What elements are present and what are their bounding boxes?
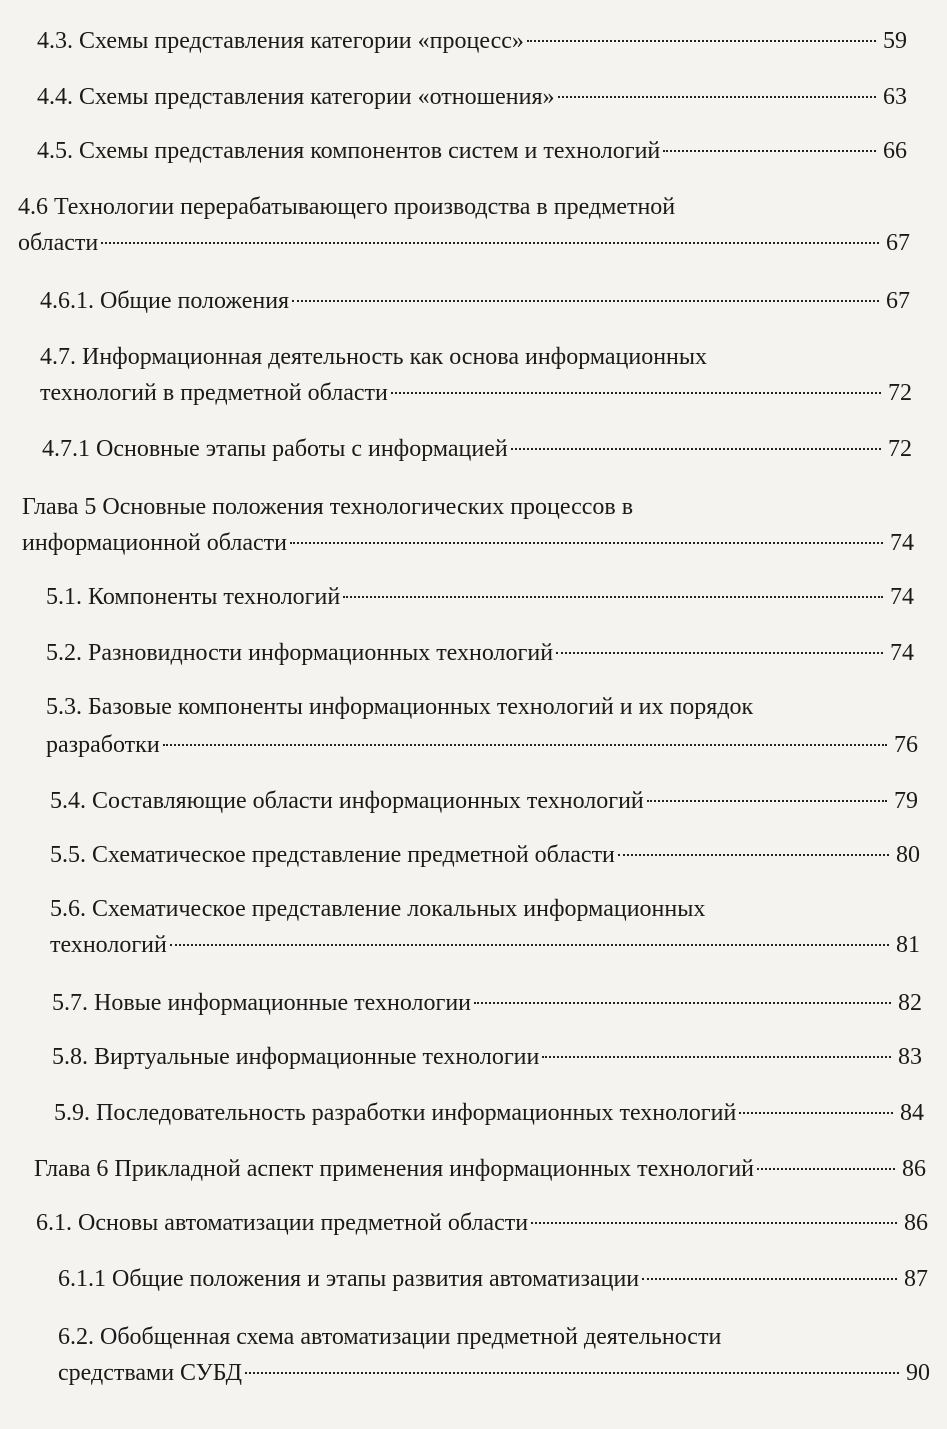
toc-entry [37, 80, 907, 114]
toc-entry [37, 134, 907, 168]
toc-entry [18, 226, 910, 260]
toc-entry-page: 90 [906, 1360, 930, 1386]
leader-dots [642, 1278, 897, 1280]
toc-entry-title: 4.5. Схемы представления компонентов систем и технологий [37, 138, 661, 164]
leader-dots [739, 1112, 893, 1114]
toc-entry-page: 72 [888, 436, 912, 462]
toc-entry-title: 6.1. Основы автоматизации предметной области [36, 1210, 529, 1236]
toc-entry-title-line1: Глава 5 Основные положения технологических процессов в [22, 494, 634, 520]
toc-entry-title-line1: 4.6 Технологии перерабатывающего производства в предметной [18, 194, 676, 220]
leader-dots [542, 1056, 891, 1058]
toc-entry [50, 784, 918, 818]
leader-dots [290, 542, 883, 544]
toc-entry-page: 67 [886, 230, 910, 256]
toc-entry [22, 526, 914, 560]
leader-dots [101, 242, 879, 244]
leader-dots [757, 1168, 895, 1170]
leader-dots [343, 596, 883, 598]
toc-entry [54, 1096, 924, 1130]
toc-entry-page: 81 [896, 932, 920, 958]
toc-entry [37, 24, 907, 58]
toc-entry-page: 80 [896, 842, 920, 868]
toc-entry-title-line2: информационной области [22, 530, 287, 556]
toc-entry-page: 63 [883, 84, 907, 110]
toc-entry-title-line1: 6.2. Обобщенная схема автоматизации предметной деятельности [58, 1324, 722, 1350]
toc-entry-title: 5.8. Виртуальные информационные технологии [52, 1044, 540, 1070]
toc-entry-title: 5.2. Разновидности информационных технологий [46, 640, 554, 666]
toc-entry-page: 66 [883, 138, 907, 164]
toc-entry-title: 5.4. Составляющие области информационных технологий [50, 788, 644, 814]
toc-entry-title: 4.4. Схемы представления категории «отношения» [37, 84, 555, 110]
toc-entry-title-line2: технологий в предметной области [40, 380, 388, 406]
toc-entry [58, 1262, 928, 1296]
toc-entry [40, 376, 912, 410]
toc-entry [50, 928, 920, 962]
toc-entry-title: Глава 6 Прикладной аспект применения информационных технологий [34, 1156, 755, 1182]
toc-entry-page: 74 [890, 640, 914, 666]
toc-entry-title-line1: 5.3. Базовые компоненты информационных технологий и их порядок [46, 694, 754, 720]
toc-entry-title: 4.3. Схемы представления категории «процесс» [37, 28, 524, 54]
leader-dots [647, 800, 887, 802]
leader-dots [558, 96, 877, 98]
toc-entry-page: 74 [890, 530, 914, 556]
toc-entry [42, 432, 912, 466]
toc-entry [52, 1040, 922, 1074]
toc-entry-title: 5.1. Компоненты технологий [46, 584, 341, 610]
toc-entry-page: 86 [902, 1156, 926, 1182]
toc-entry-title-line2: области [18, 230, 99, 256]
toc-entry-page: 67 [886, 288, 910, 314]
toc-entry [52, 986, 922, 1020]
leader-dots [163, 744, 887, 746]
toc-entry-title: 4.6.1. Общие положения [40, 288, 290, 314]
leader-dots [527, 40, 876, 42]
toc-entry [50, 838, 920, 872]
leader-dots [556, 652, 883, 654]
toc-entry-title-line2: технологий [50, 932, 167, 958]
toc-entry-page: 83 [898, 1044, 922, 1070]
leader-dots [292, 300, 879, 302]
toc-entry-page: 84 [900, 1100, 924, 1126]
toc-entry [46, 728, 918, 762]
leader-dots [391, 392, 881, 394]
leader-dots [618, 854, 889, 856]
toc-entry [40, 284, 910, 318]
toc-entry-page: 87 [904, 1266, 928, 1292]
toc-entry [46, 636, 914, 670]
toc-entry [36, 1206, 928, 1240]
toc-entry [58, 1356, 930, 1390]
toc-entry-title: 5.5. Схематическое представление предметной области [50, 842, 615, 868]
leader-dots [663, 150, 876, 152]
toc-entry [34, 1152, 926, 1186]
toc-entry-title-line1: 5.6. Схематическое представление локальных информационных [50, 896, 706, 922]
toc-entry-title: 5.7. Новые информационные технологии [52, 990, 472, 1016]
toc-entry-page: 72 [888, 380, 912, 406]
toc-entry-page: 82 [898, 990, 922, 1016]
toc-entry [46, 580, 914, 614]
toc-entry-page: 86 [904, 1210, 928, 1236]
leader-dots [170, 944, 889, 946]
toc-entry-title-line2: разработки [46, 732, 160, 758]
toc-entry-title: 5.9. Последовательность разработки информационных технологий [54, 1100, 737, 1126]
leader-dots [531, 1222, 897, 1224]
toc-entry-title-line2: средствами СУБД [58, 1360, 242, 1386]
toc-entry-title: 6.1.1 Общие положения и этапы развития автоматизации [58, 1266, 640, 1292]
leader-dots [245, 1372, 899, 1374]
toc-entry-page: 59 [883, 28, 907, 54]
toc-entry-title-line1: 4.7. Информационная деятельность как основа информационных [40, 344, 708, 370]
toc-entry-title: 4.7.1 Основные этапы работы с информацией [42, 436, 508, 462]
toc-entry-page: 76 [894, 732, 918, 758]
toc-entry-page: 79 [894, 788, 918, 814]
leader-dots [511, 448, 881, 450]
leader-dots [474, 1002, 891, 1004]
toc-entry-page: 74 [890, 584, 914, 610]
